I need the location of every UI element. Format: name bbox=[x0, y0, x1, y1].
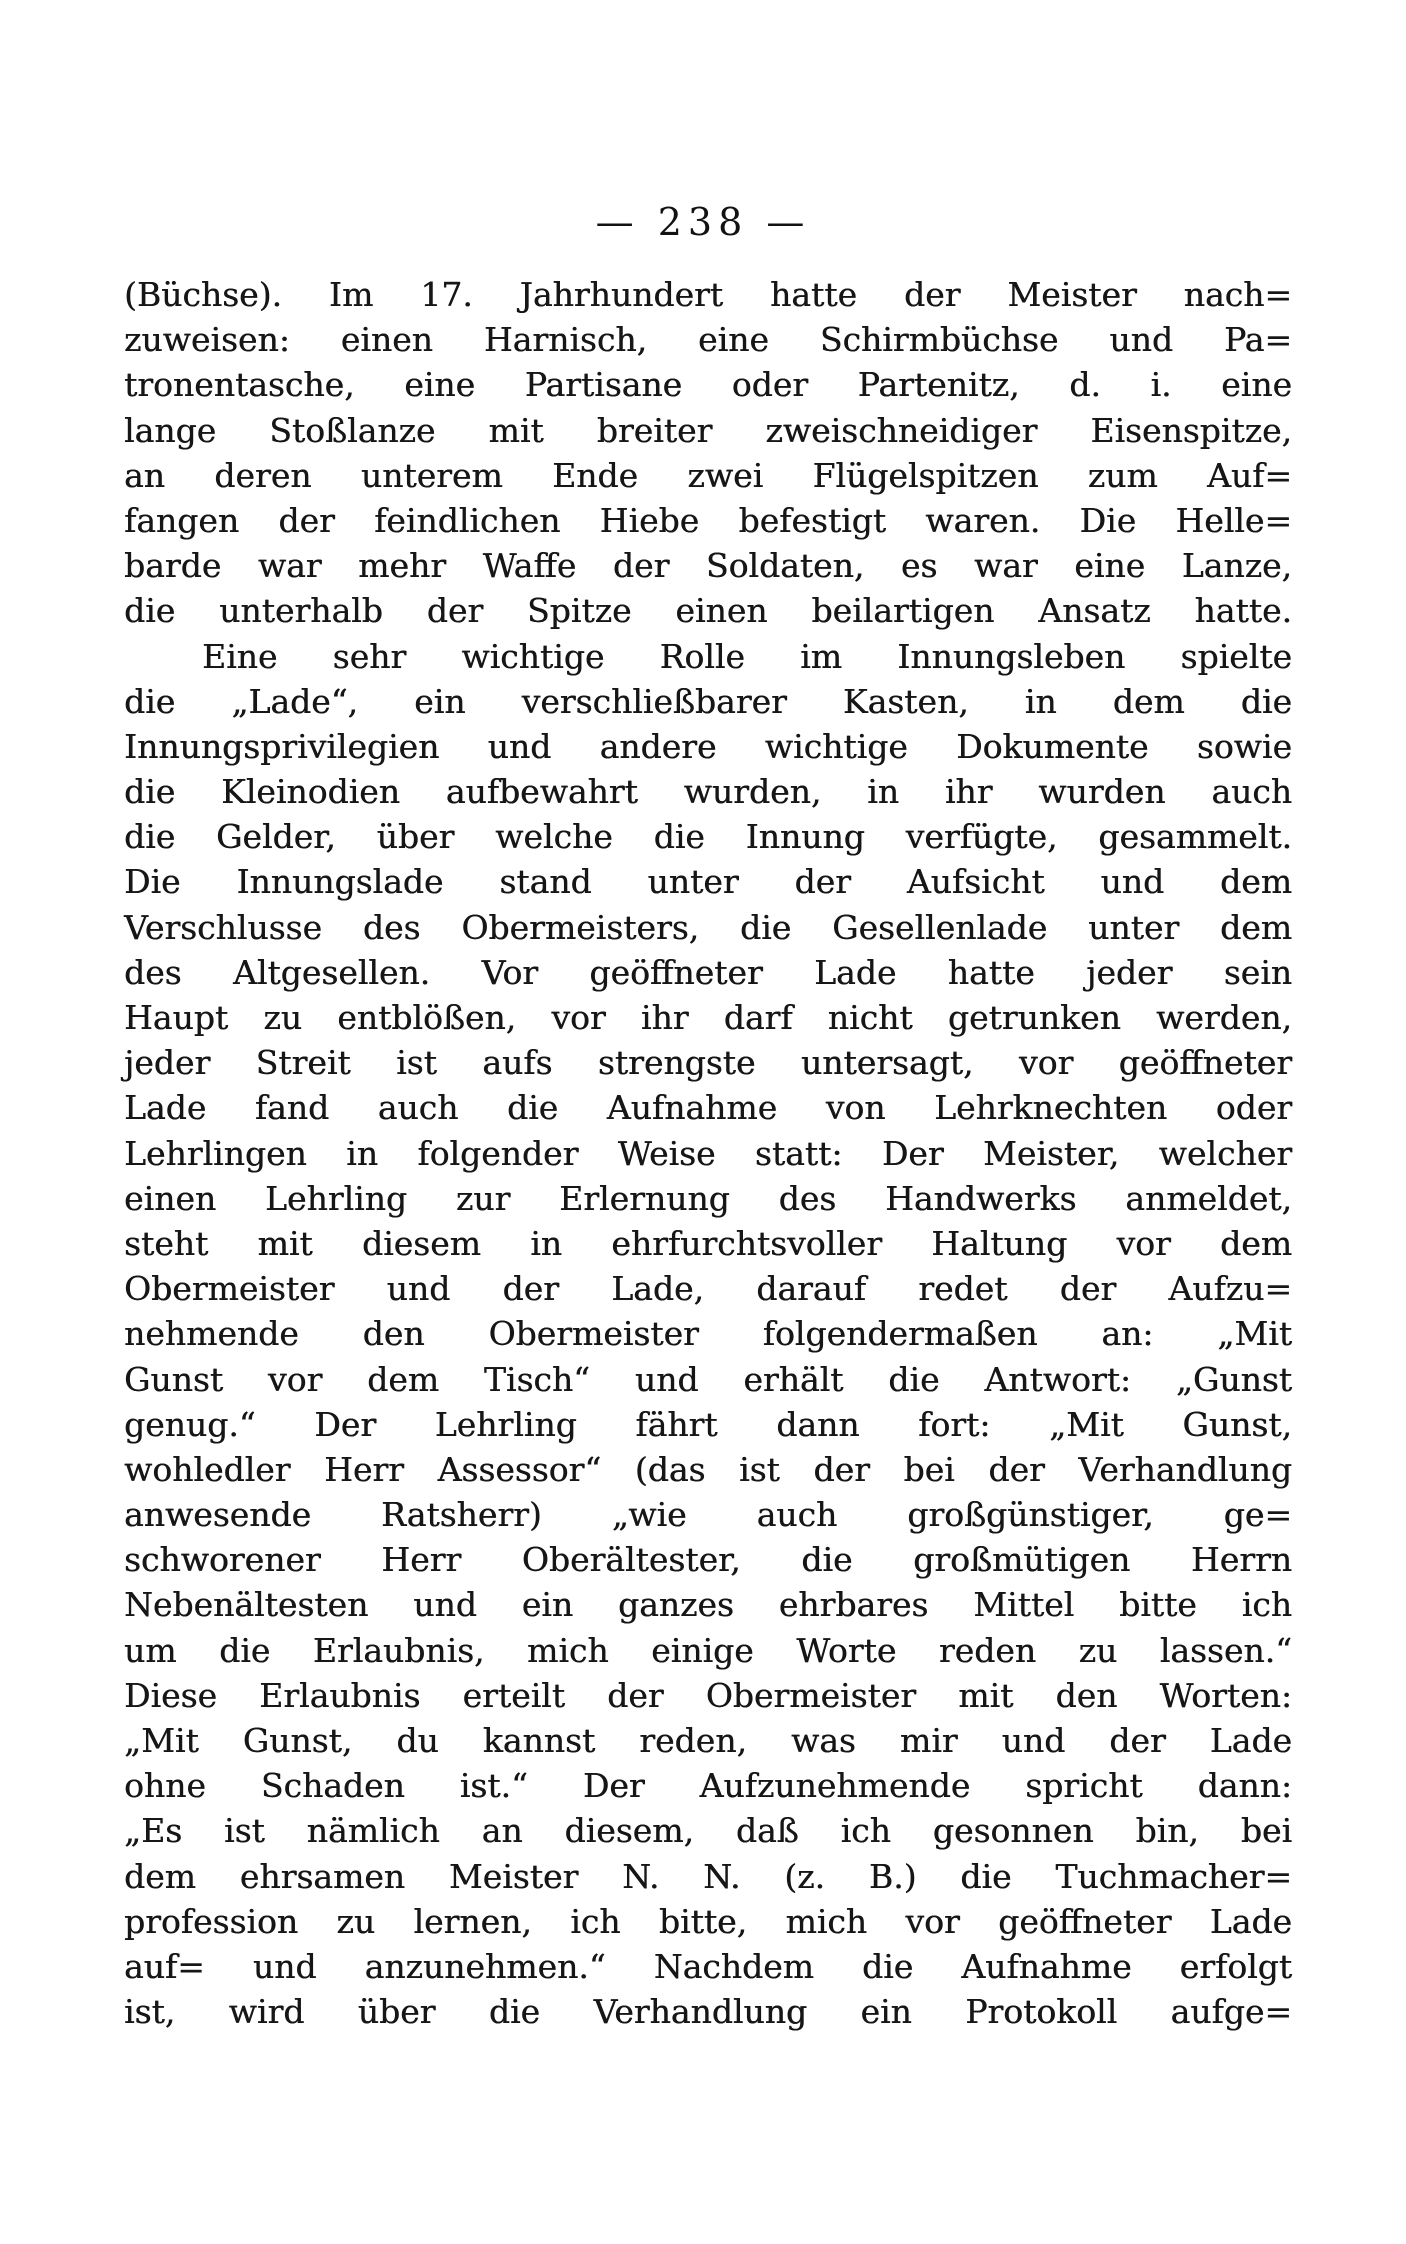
page-number: — 238 — bbox=[595, 200, 811, 244]
text-line: Verschlusse des Obermeisters, die Gesellenlade unter dem bbox=[124, 907, 1292, 947]
text-line: Eine sehr wichtige Rolle im Innungsleben spielte bbox=[202, 636, 1292, 676]
text-line: lange Stoßlanze mit breiter zweischneidiger Eisenspitze, bbox=[124, 410, 1292, 450]
text-line: nehmende den Obermeister folgendermaßen an: „Mit bbox=[124, 1314, 1292, 1354]
text-line: fangen der feindlichen Hiebe befestigt waren. Die Helle= bbox=[124, 500, 1292, 540]
text-line: genug.“ Der Lehrling fährt dann fort: „Mit Gunst, bbox=[124, 1404, 1292, 1444]
text-line: zuweisen: einen Harnisch, eine Schirmbüchse und Pa= bbox=[124, 320, 1292, 360]
text-line: Innungsprivilegien und andere wichtige Dokumente sowie bbox=[124, 726, 1292, 766]
text-line: des Altgesellen. Vor geöffneter Lade hatte jeder sein bbox=[124, 952, 1292, 992]
text-line: (Büchse). Im 17. Jahrhundert hatte der Meister nach= bbox=[124, 275, 1292, 314]
text-line: die Kleinodien aufbewahrt wurden, in ihr wurden auch bbox=[124, 772, 1292, 812]
text-line: Lehrlingen in folgender Weise statt: Der Meister, welcher bbox=[124, 1133, 1292, 1173]
text-line: jeder Streit ist aufs strengste untersagt, vor geöffneter bbox=[124, 1043, 1292, 1083]
text-line: Gunst vor dem Tisch“ und erhält die Antwort: „Gunst bbox=[124, 1359, 1292, 1399]
text-line: auf= und anzunehmen.“ Nachdem die Aufnahme erfolgt bbox=[124, 1946, 1292, 1986]
text-line: „Es ist nämlich an diesem, daß ich gesonnen bin, bei bbox=[124, 1811, 1292, 1851]
text-line: wohledler Herr Assessor“ (das ist der bei der Verhandlung bbox=[124, 1449, 1292, 1489]
text-line: steht mit diesem in ehrfurchtsvoller Haltung vor dem bbox=[124, 1223, 1292, 1263]
text-line: an deren unterem Ende zwei Flügelspitzen zum Auf= bbox=[124, 455, 1292, 495]
text-line: Nebenältesten und ein ganzes ehrbares Mittel bitte ich bbox=[124, 1585, 1292, 1625]
text-line: Die Innungslade stand unter der Aufsicht und dem bbox=[124, 862, 1292, 902]
text-line: die Gelder, über welche die Innung verfügte, gesammelt. bbox=[124, 817, 1292, 857]
text-line: die „Lade“, ein verschließbarer Kasten, in dem die bbox=[124, 681, 1292, 721]
text-line: anwesende Ratsherr) „wie auch großgünstiger, ge= bbox=[124, 1495, 1292, 1535]
text-line: barde war mehr Waffe der Soldaten, es war eine Lanze, bbox=[124, 546, 1292, 586]
text-line: Diese Erlaubnis erteilt der Obermeister mit den Worten: bbox=[124, 1675, 1292, 1715]
text-line: schworener Herr Oberältester, die großmütigen Herrn bbox=[124, 1540, 1292, 1580]
text-line: Lade fand auch die Aufnahme von Lehrknechten oder bbox=[124, 1088, 1292, 1128]
text-line: Haupt zu entblößen, vor ihr darf nicht getrunken werden, bbox=[124, 998, 1292, 1037]
text-line: dem ehrsamen Meister N. N. (z. B.) die Tuchmacher= bbox=[124, 1856, 1292, 1896]
text-line: einen Lehrling zur Erlernung des Handwerks anmeldet, bbox=[124, 1178, 1292, 1218]
text-line: die unterhalb der Spitze einen beilartigen Ansatz hatte. bbox=[124, 591, 1292, 631]
text-block bbox=[124, 272, 1292, 2034]
text-line: ohne Schaden ist.“ Der Aufzunehmende spricht dann: bbox=[124, 1766, 1292, 1806]
text-line: profession zu lernen, ich bitte, mich vor geöffneter Lade bbox=[124, 1901, 1292, 1941]
text-line: tronentasche, eine Partisane oder Partenitz, d. i. eine bbox=[124, 365, 1292, 405]
text-line: „Mit Gunst, du kannst reden, was mir und der Lade bbox=[124, 1721, 1292, 1760]
text-line: Obermeister und der Lade, darauf redet der Aufzu= bbox=[124, 1269, 1292, 1309]
text-line: ist, wird über die Verhandlung ein Protokoll aufge= bbox=[124, 1992, 1292, 2032]
text-line: um die Erlaubnis, mich einige Worte reden zu lassen.“ bbox=[124, 1630, 1292, 1670]
